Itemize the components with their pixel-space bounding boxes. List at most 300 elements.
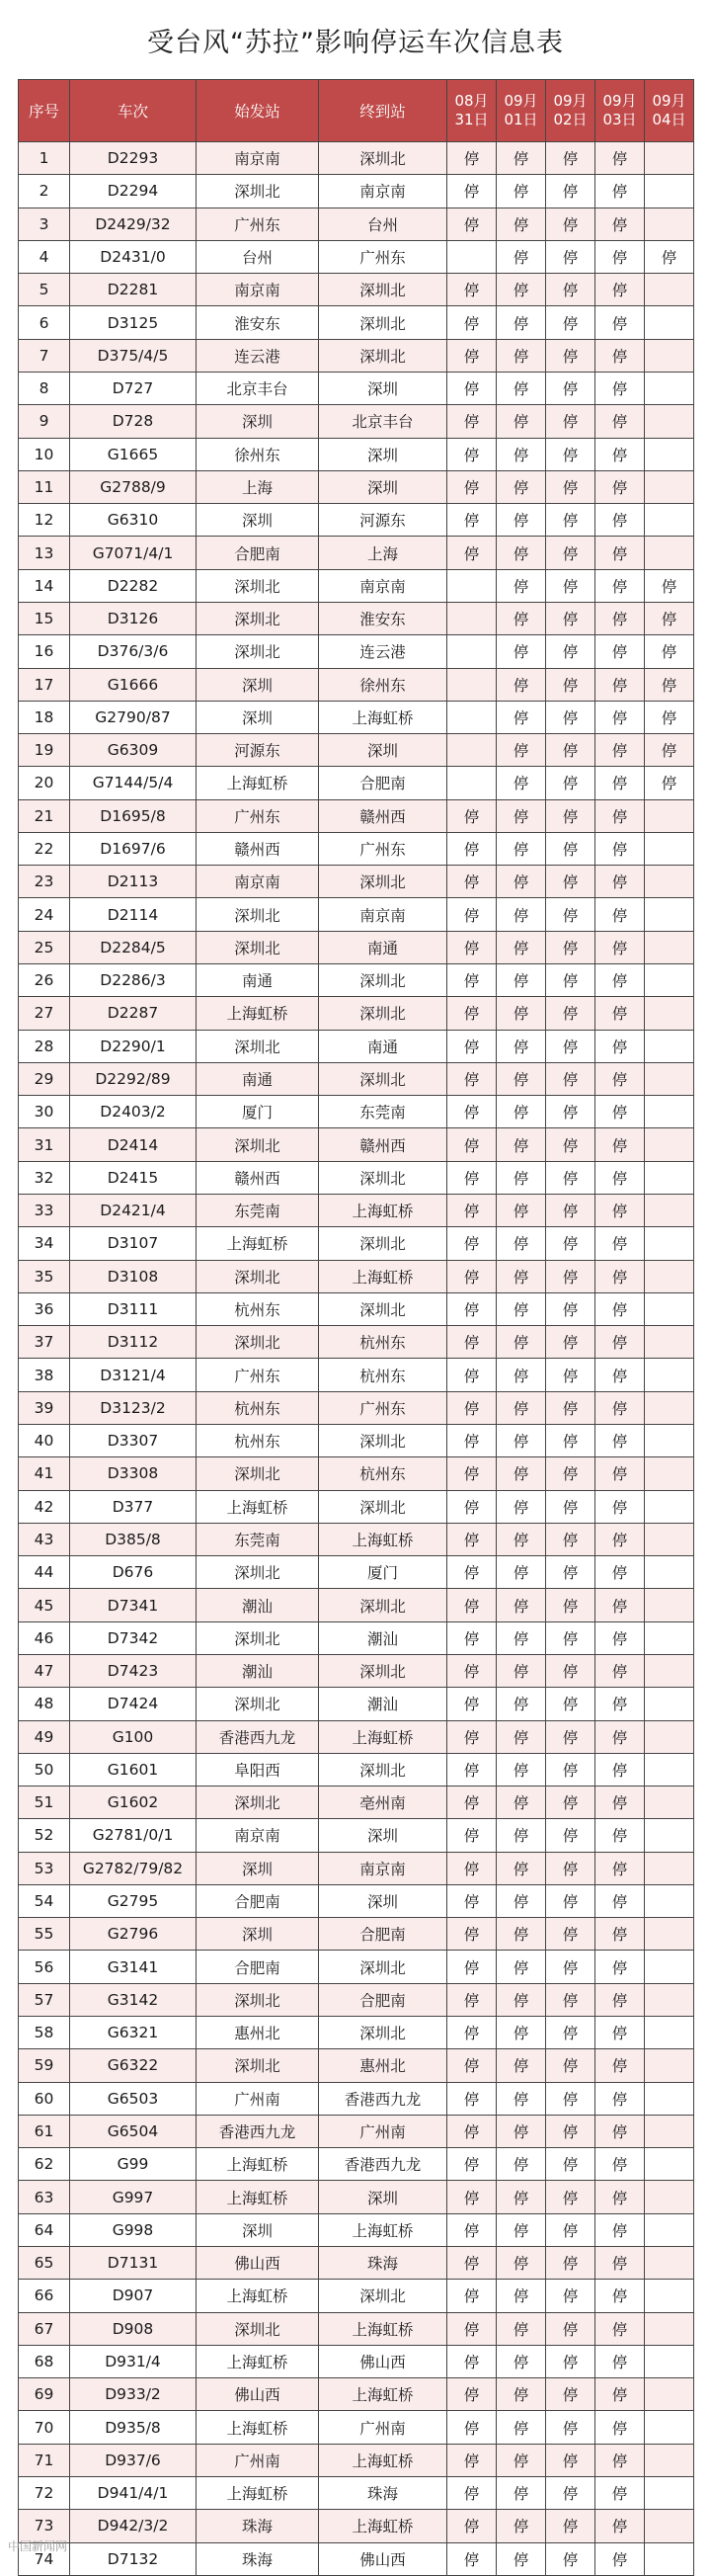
cell-status: 停 <box>546 405 595 438</box>
cell-status: 停 <box>595 1359 645 1391</box>
cell-status: 停 <box>546 1096 595 1128</box>
cell-status: 停 <box>595 438 645 470</box>
cell-status: 停 <box>546 2049 595 2082</box>
cell-train: G6322 <box>70 2049 197 2082</box>
cell-status: 停 <box>497 2017 546 2049</box>
cell-status: 停 <box>595 1490 645 1523</box>
cell-status: 停 <box>595 274 645 306</box>
cell-status: 停 <box>595 701 645 733</box>
header-date-month: 09月 <box>504 92 538 110</box>
cell-status: 停 <box>447 1490 497 1523</box>
cell-train: D3111 <box>70 1292 197 1325</box>
cell-status <box>645 1918 694 1951</box>
cell-train: G7071/4/1 <box>70 537 197 569</box>
cell-no: 38 <box>19 1359 70 1391</box>
cell-status <box>645 2213 694 2246</box>
cell-status: 停 <box>645 240 694 273</box>
table-row <box>19 2082 694 2115</box>
cell-status <box>645 2312 694 2345</box>
cell-from: 厦门 <box>197 1096 319 1128</box>
cell-status: 停 <box>497 1490 546 1523</box>
cell-to: 佛山西 <box>319 2542 447 2575</box>
cell-status: 停 <box>546 1260 595 1292</box>
cell-status <box>645 898 694 931</box>
cell-status: 停 <box>546 1556 595 1589</box>
cell-no: 59 <box>19 2049 70 2082</box>
cell-from: 广州东 <box>197 1359 319 1391</box>
cell-train: D3107 <box>70 1227 197 1260</box>
cell-train: D2282 <box>70 569 197 602</box>
cell-train: G6310 <box>70 504 197 537</box>
cell-to: 珠海 <box>319 2476 447 2509</box>
cell-status: 停 <box>497 2148 546 2181</box>
cell-status: 停 <box>595 1621 645 1654</box>
table-row <box>19 438 694 470</box>
cell-from: 深圳 <box>197 2213 319 2246</box>
cell-status: 停 <box>447 1983 497 2016</box>
cell-status: 停 <box>497 2444 546 2476</box>
cell-status: 停 <box>497 1062 546 1095</box>
cell-train: G2796 <box>70 1918 197 1951</box>
cell-from: 徐州东 <box>197 438 319 470</box>
cell-to: 深圳 <box>319 1819 447 1852</box>
cell-status: 停 <box>497 240 546 273</box>
cell-status: 停 <box>497 1688 546 1720</box>
table-row <box>19 964 694 997</box>
cell-status <box>645 504 694 537</box>
table-row <box>19 1359 694 1391</box>
cell-to: 深圳北 <box>319 1654 447 1687</box>
cell-status: 停 <box>497 2213 546 2246</box>
cell-status: 停 <box>497 1852 546 1884</box>
cell-status: 停 <box>595 2213 645 2246</box>
cell-status: 停 <box>497 1951 546 1983</box>
cell-status: 停 <box>595 2510 645 2542</box>
cell-status <box>645 2148 694 2181</box>
cell-status: 停 <box>447 2345 497 2377</box>
cell-status: 停 <box>497 2181 546 2213</box>
cell-no: 51 <box>19 1787 70 1819</box>
cell-status <box>645 931 694 963</box>
cell-to: 南京南 <box>319 569 447 602</box>
cell-status: 停 <box>447 405 497 438</box>
cell-status: 停 <box>546 1951 595 1983</box>
cell-from: 上海虹桥 <box>197 2280 319 2312</box>
cell-train: G1602 <box>70 1787 197 1819</box>
cell-no: 7 <box>19 339 70 372</box>
cell-status: 停 <box>447 2213 497 2246</box>
cell-to: 赣州西 <box>319 1128 447 1161</box>
cell-status: 停 <box>497 2378 546 2411</box>
table-row <box>19 1326 694 1359</box>
cell-to: 深圳北 <box>319 1292 447 1325</box>
cell-to: 南通 <box>319 1030 447 1062</box>
cell-train: G2781/0/1 <box>70 1819 197 1852</box>
cell-status: 停 <box>546 2082 595 2115</box>
cell-train: G2790/87 <box>70 701 197 733</box>
table-row <box>19 1457 694 1490</box>
cell-status: 停 <box>546 1195 595 1227</box>
table-row <box>19 1787 694 1819</box>
cell-status: 停 <box>447 1359 497 1391</box>
table-row <box>19 2017 694 2049</box>
cell-status: 停 <box>546 2411 595 2444</box>
cell-status: 停 <box>595 767 645 799</box>
cell-status: 停 <box>447 1720 497 1753</box>
cell-status: 停 <box>595 1787 645 1819</box>
cell-from: 上海 <box>197 470 319 503</box>
cell-no: 9 <box>19 405 70 438</box>
cell-status <box>447 701 497 733</box>
cell-status <box>645 1621 694 1654</box>
cell-to: 连云港 <box>319 635 447 668</box>
cell-train: D2114 <box>70 898 197 931</box>
cell-status <box>645 2411 694 2444</box>
cell-status: 停 <box>447 2312 497 2345</box>
table-row <box>19 2148 694 2181</box>
cell-status <box>645 1326 694 1359</box>
cell-status: 停 <box>447 1688 497 1720</box>
cell-train: D3112 <box>70 1326 197 1359</box>
cell-train: D933/2 <box>70 2378 197 2411</box>
cell-no: 60 <box>19 2082 70 2115</box>
cell-from: 合肥南 <box>197 1951 319 1983</box>
cell-from: 深圳北 <box>197 2049 319 2082</box>
cell-no: 4 <box>19 240 70 273</box>
table-row <box>19 470 694 503</box>
cell-train: D2429/32 <box>70 208 197 240</box>
table-row <box>19 832 694 865</box>
cell-from: 杭州东 <box>197 1424 319 1456</box>
cell-status: 停 <box>497 832 546 865</box>
cell-status: 停 <box>447 964 497 997</box>
cell-train: D375/4/5 <box>70 339 197 372</box>
cell-status: 停 <box>497 799 546 832</box>
cell-to: 深圳北 <box>319 2017 447 2049</box>
cell-status: 停 <box>497 2312 546 2345</box>
cell-no: 32 <box>19 1161 70 1194</box>
table-row <box>19 1128 694 1161</box>
cell-status <box>447 635 497 668</box>
cell-status: 停 <box>447 2181 497 2213</box>
cell-status <box>645 1359 694 1391</box>
cell-status <box>645 1227 694 1260</box>
cell-from: 深圳北 <box>197 1621 319 1654</box>
cell-train: D2293 <box>70 142 197 175</box>
cell-no: 72 <box>19 2476 70 2509</box>
header-date-month: 09月 <box>652 92 686 110</box>
cell-train: D1697/6 <box>70 832 197 865</box>
cell-status: 停 <box>645 701 694 733</box>
header-date-0903 <box>595 80 645 142</box>
cell-no: 74 <box>19 2542 70 2575</box>
cell-status: 停 <box>546 898 595 931</box>
cell-from: 潮汕 <box>197 1589 319 1621</box>
cell-train: G6503 <box>70 2082 197 2115</box>
cell-train: G99 <box>70 2148 197 2181</box>
cell-to: 合肥南 <box>319 1918 447 1951</box>
cell-to: 上海虹桥 <box>319 701 447 733</box>
cell-status: 停 <box>497 1260 546 1292</box>
cell-train: D2403/2 <box>70 1096 197 1128</box>
cell-no: 5 <box>19 274 70 306</box>
cell-train: D1695/8 <box>70 799 197 832</box>
cell-status <box>645 1951 694 1983</box>
table-body <box>19 142 694 2576</box>
table-row <box>19 240 694 273</box>
cell-status: 停 <box>546 964 595 997</box>
cell-train: D727 <box>70 372 197 404</box>
cell-from: 赣州西 <box>197 1161 319 1194</box>
cell-status: 停 <box>595 2082 645 2115</box>
table-row <box>19 1589 694 1621</box>
cell-from: 香港西九龙 <box>197 1720 319 1753</box>
cell-train: D2281 <box>70 274 197 306</box>
cell-status: 停 <box>595 1654 645 1687</box>
cell-status: 停 <box>595 1260 645 1292</box>
cell-status: 停 <box>497 175 546 208</box>
table-row <box>19 208 694 240</box>
header-to: 终到站 <box>319 80 447 142</box>
cell-no: 14 <box>19 569 70 602</box>
cell-train: D2294 <box>70 175 197 208</box>
cell-status <box>645 537 694 569</box>
cell-train: G2795 <box>70 1884 197 1917</box>
cell-status: 停 <box>595 931 645 963</box>
cell-no: 29 <box>19 1062 70 1095</box>
cell-from: 深圳北 <box>197 931 319 963</box>
header-date-day: 03日 <box>602 111 637 128</box>
table-row <box>19 1096 694 1128</box>
cell-status: 停 <box>497 1523 546 1555</box>
cell-status: 停 <box>546 602 595 634</box>
cell-to: 南京南 <box>319 175 447 208</box>
cell-status: 停 <box>546 2378 595 2411</box>
cell-status: 停 <box>497 1227 546 1260</box>
cell-status: 停 <box>546 1852 595 1884</box>
cell-status: 停 <box>595 799 645 832</box>
cell-status: 停 <box>447 2444 497 2476</box>
cell-status: 停 <box>497 734 546 767</box>
cell-from: 深圳 <box>197 668 319 701</box>
cell-from: 南京南 <box>197 1819 319 1852</box>
cell-status <box>645 438 694 470</box>
cell-from: 河源东 <box>197 734 319 767</box>
cell-status <box>645 1556 694 1589</box>
cell-status: 停 <box>497 1884 546 1917</box>
header-date-day: 31日 <box>454 111 489 128</box>
cell-to: 河源东 <box>319 504 447 537</box>
cell-train: D3108 <box>70 1260 197 1292</box>
cell-status: 停 <box>546 1292 595 1325</box>
suspended-trains-table <box>18 79 694 2576</box>
cell-to: 淮安东 <box>319 602 447 634</box>
cell-train: G1666 <box>70 668 197 701</box>
cell-status: 停 <box>546 306 595 339</box>
cell-from: 香港西九龙 <box>197 2115 319 2147</box>
cell-status: 停 <box>546 931 595 963</box>
cell-status: 停 <box>497 372 546 404</box>
cell-status: 停 <box>595 602 645 634</box>
cell-status: 停 <box>546 537 595 569</box>
table-row <box>19 799 694 832</box>
cell-no: 48 <box>19 1688 70 1720</box>
cell-train: D942/3/2 <box>70 2510 197 2542</box>
cell-from: 深圳北 <box>197 1688 319 1720</box>
table-row <box>19 701 694 733</box>
cell-from: 南京南 <box>197 142 319 175</box>
table-row <box>19 1030 694 1062</box>
cell-from: 上海虹桥 <box>197 2181 319 2213</box>
table-row <box>19 1490 694 1523</box>
cell-status: 停 <box>497 339 546 372</box>
cell-from: 深圳北 <box>197 1128 319 1161</box>
header-from: 始发站 <box>197 80 319 142</box>
table-row <box>19 1753 694 1786</box>
cell-status: 停 <box>595 1589 645 1621</box>
cell-status <box>645 866 694 898</box>
cell-to: 南通 <box>319 931 447 963</box>
cell-status: 停 <box>546 208 595 240</box>
cell-from: 上海虹桥 <box>197 767 319 799</box>
cell-from: 阜阳西 <box>197 1753 319 1786</box>
cell-status: 停 <box>546 2280 595 2312</box>
cell-status: 停 <box>447 2378 497 2411</box>
cell-from: 上海虹桥 <box>197 2476 319 2509</box>
cell-status <box>645 1852 694 1884</box>
cell-status: 停 <box>595 1030 645 1062</box>
cell-no: 19 <box>19 734 70 767</box>
table-row <box>19 1654 694 1687</box>
cell-from: 佛山西 <box>197 2378 319 2411</box>
cell-from: 广州东 <box>197 799 319 832</box>
cell-status: 停 <box>595 1720 645 1753</box>
table-row <box>19 2476 694 2509</box>
cell-no: 2 <box>19 175 70 208</box>
table-row <box>19 1424 694 1456</box>
cell-no: 73 <box>19 2510 70 2542</box>
cell-status <box>645 2049 694 2082</box>
cell-status: 停 <box>595 635 645 668</box>
cell-status <box>645 306 694 339</box>
cell-no: 21 <box>19 799 70 832</box>
cell-status: 停 <box>447 1128 497 1161</box>
cell-to: 徐州东 <box>319 668 447 701</box>
cell-status: 停 <box>595 1523 645 1555</box>
cell-status <box>645 1884 694 1917</box>
cell-status: 停 <box>546 1819 595 1852</box>
cell-status <box>645 1457 694 1490</box>
cell-no: 46 <box>19 1621 70 1654</box>
cell-status: 停 <box>497 997 546 1030</box>
cell-to: 东莞南 <box>319 1096 447 1128</box>
cell-train: D3308 <box>70 1457 197 1490</box>
cell-status <box>447 767 497 799</box>
cell-status <box>645 799 694 832</box>
cell-status: 停 <box>595 2378 645 2411</box>
cell-status: 停 <box>447 1292 497 1325</box>
cell-from: 广州东 <box>197 208 319 240</box>
cell-status: 停 <box>447 2017 497 2049</box>
table-row <box>19 734 694 767</box>
cell-to: 深圳北 <box>319 1424 447 1456</box>
cell-status: 停 <box>546 1753 595 1786</box>
cell-status: 停 <box>546 438 595 470</box>
cell-status: 停 <box>595 2542 645 2575</box>
cell-status: 停 <box>447 1391 497 1424</box>
cell-status <box>645 142 694 175</box>
cell-status <box>645 1523 694 1555</box>
cell-status: 停 <box>595 1819 645 1852</box>
cell-status: 停 <box>447 1096 497 1128</box>
cell-to: 潮汕 <box>319 1621 447 1654</box>
cell-status: 停 <box>595 1424 645 1456</box>
cell-status: 停 <box>595 1326 645 1359</box>
cell-status <box>645 2181 694 2213</box>
cell-from: 南通 <box>197 1062 319 1095</box>
cell-status: 停 <box>546 866 595 898</box>
cell-no: 27 <box>19 997 70 1030</box>
cell-status <box>645 1819 694 1852</box>
cell-to: 南京南 <box>319 898 447 931</box>
cell-status: 停 <box>497 2049 546 2082</box>
cell-status: 停 <box>497 2082 546 2115</box>
cell-from: 深圳北 <box>197 1260 319 1292</box>
cell-status: 停 <box>497 142 546 175</box>
cell-to: 深圳北 <box>319 1227 447 1260</box>
cell-from: 杭州东 <box>197 1292 319 1325</box>
table-row <box>19 1391 694 1424</box>
cell-status: 停 <box>595 1556 645 1589</box>
cell-status: 停 <box>595 372 645 404</box>
cell-to: 深圳 <box>319 734 447 767</box>
cell-status: 停 <box>497 1720 546 1753</box>
table-row <box>19 1819 694 1852</box>
cell-from: 杭州东 <box>197 1391 319 1424</box>
cell-from: 上海虹桥 <box>197 2148 319 2181</box>
cell-status: 停 <box>645 635 694 668</box>
cell-train: D2292/89 <box>70 1062 197 1095</box>
cell-to: 杭州东 <box>319 1359 447 1391</box>
table-row <box>19 142 694 175</box>
cell-train: D385/8 <box>70 1523 197 1555</box>
cell-status: 停 <box>447 142 497 175</box>
table-row <box>19 1062 694 1095</box>
cell-no: 25 <box>19 931 70 963</box>
cell-no: 52 <box>19 1819 70 1852</box>
table-row <box>19 1720 694 1753</box>
cell-no: 69 <box>19 2378 70 2411</box>
cell-train: G3142 <box>70 1983 197 2016</box>
cell-status <box>447 668 497 701</box>
cell-train: G6504 <box>70 2115 197 2147</box>
cell-status: 停 <box>497 1457 546 1490</box>
cell-to: 惠州北 <box>319 2049 447 2082</box>
cell-to: 亳州南 <box>319 1787 447 1819</box>
cell-no: 57 <box>19 1983 70 2016</box>
cell-status <box>645 2115 694 2147</box>
cell-no: 70 <box>19 2411 70 2444</box>
cell-status: 停 <box>546 1654 595 1687</box>
table-row <box>19 1983 694 2016</box>
cell-status: 停 <box>497 1787 546 1819</box>
cell-to: 佛山西 <box>319 2345 447 2377</box>
cell-status: 停 <box>595 832 645 865</box>
table-row <box>19 2510 694 2542</box>
cell-status: 停 <box>497 701 546 733</box>
cell-status: 停 <box>546 1457 595 1490</box>
cell-from: 珠海 <box>197 2510 319 2542</box>
